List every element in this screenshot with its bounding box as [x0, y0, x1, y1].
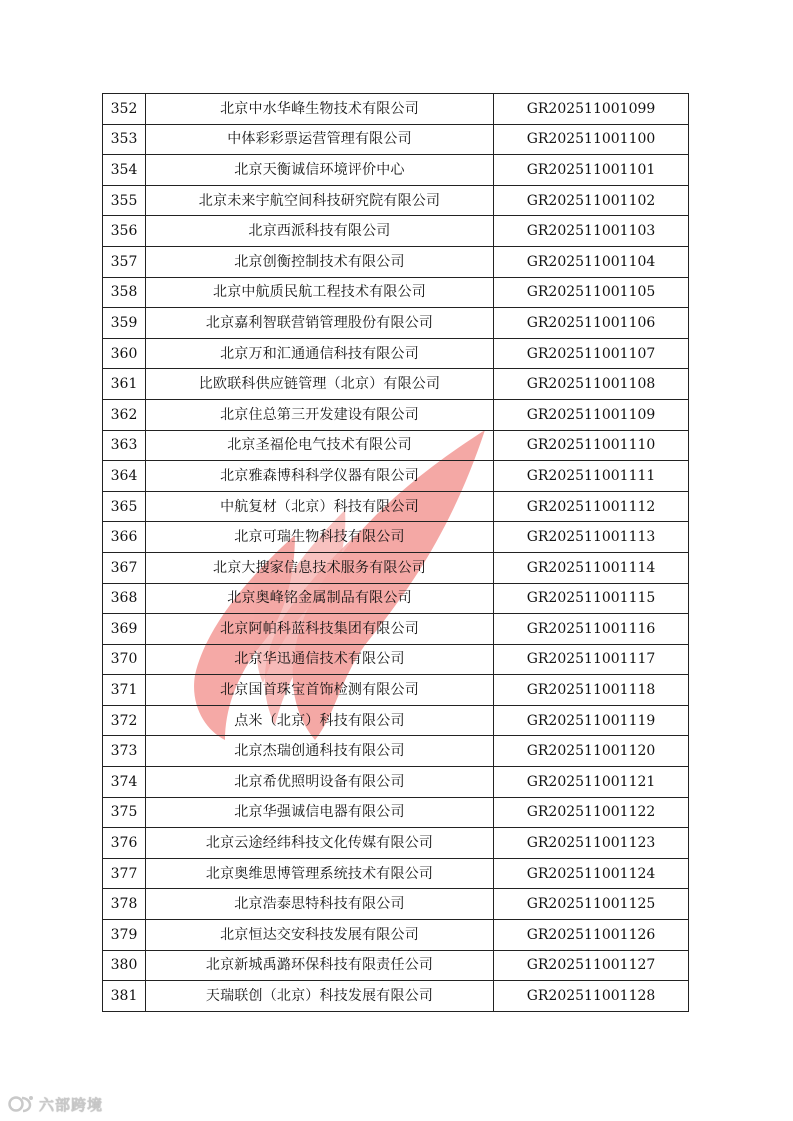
certificate-code: GR202511001120	[494, 736, 689, 767]
company-table	[102, 93, 689, 1012]
certificate-code: GR202511001109	[494, 399, 689, 430]
company-name: 北京奥维思博管理系统技术有限公司	[146, 858, 494, 889]
table-row	[103, 950, 689, 981]
certificate-code: GR202511001125	[494, 889, 689, 920]
company-name: 北京西派科技有限公司	[146, 216, 494, 247]
table-row	[103, 583, 689, 614]
table-row	[103, 216, 689, 247]
table-row	[103, 981, 689, 1012]
row-number: 381	[103, 981, 146, 1012]
certificate-code: GR202511001111	[494, 461, 689, 492]
company-name: 北京中航质民航工程技术有限公司	[146, 277, 494, 308]
table-row	[103, 94, 689, 125]
row-number: 374	[103, 767, 146, 798]
company-name: 北京奥峰铭金属制品有限公司	[146, 583, 494, 614]
row-number: 355	[103, 185, 146, 216]
row-number: 379	[103, 920, 146, 951]
certificate-code: GR202511001127	[494, 950, 689, 981]
table-row	[103, 369, 689, 400]
table-row	[103, 675, 689, 706]
row-number: 359	[103, 308, 146, 339]
company-name: 北京万和汇通通信科技有限公司	[146, 338, 494, 369]
certificate-code: GR202511001116	[494, 614, 689, 645]
certificate-code: GR202511001107	[494, 338, 689, 369]
certificate-code: GR202511001101	[494, 155, 689, 186]
company-name: 北京可瑞生物科技有限公司	[146, 522, 494, 553]
table-row	[103, 155, 689, 186]
row-number: 358	[103, 277, 146, 308]
certificate-code: GR202511001115	[494, 583, 689, 614]
company-name: 北京新城禹潞环保科技有限责任公司	[146, 950, 494, 981]
company-name: 点米（北京）科技有限公司	[146, 705, 494, 736]
row-number: 352	[103, 94, 146, 125]
table-row	[103, 430, 689, 461]
row-number: 366	[103, 522, 146, 553]
row-number: 360	[103, 338, 146, 369]
certificate-code: GR202511001103	[494, 216, 689, 247]
company-name: 北京华迅通信技术有限公司	[146, 644, 494, 675]
company-name: 北京中水华峰生物技术有限公司	[146, 94, 494, 125]
table-row	[103, 522, 689, 553]
table-row	[103, 461, 689, 492]
row-number: 367	[103, 552, 146, 583]
row-number: 354	[103, 155, 146, 186]
table-row	[103, 552, 689, 583]
company-name: 北京住总第三开发建设有限公司	[146, 399, 494, 430]
company-name: 北京希优照明设备有限公司	[146, 767, 494, 798]
table-row	[103, 858, 689, 889]
certificate-code: GR202511001126	[494, 920, 689, 951]
company-name: 北京未来宇航空间科技研究院有限公司	[146, 185, 494, 216]
row-number: 377	[103, 858, 146, 889]
company-name: 北京大搜家信息技术服务有限公司	[146, 552, 494, 583]
company-name: 比欧联科供应链管理（北京）有限公司	[146, 369, 494, 400]
certificate-code: GR202511001108	[494, 369, 689, 400]
row-number: 362	[103, 399, 146, 430]
company-name: 北京创衡控制技术有限公司	[146, 246, 494, 277]
row-number: 380	[103, 950, 146, 981]
company-name: 北京嘉利智联营销管理股份有限公司	[146, 308, 494, 339]
company-name: 天瑞联创（北京）科技发展有限公司	[146, 981, 494, 1012]
row-number: 371	[103, 675, 146, 706]
certificate-code: GR202511001119	[494, 705, 689, 736]
table-row	[103, 124, 689, 155]
certificate-code: GR202511001124	[494, 858, 689, 889]
company-name: 北京国首珠宝首饰检测有限公司	[146, 675, 494, 706]
certificate-code: GR202511001112	[494, 491, 689, 522]
row-number: 364	[103, 461, 146, 492]
company-name: 北京云途经纬科技文化传媒有限公司	[146, 828, 494, 859]
table-row	[103, 767, 689, 798]
table-row	[103, 185, 689, 216]
brand-footer	[8, 1093, 103, 1115]
row-number: 357	[103, 246, 146, 277]
row-number: 378	[103, 889, 146, 920]
table-row	[103, 246, 689, 277]
table-row	[103, 797, 689, 828]
row-number: 356	[103, 216, 146, 247]
certificate-code: GR202511001102	[494, 185, 689, 216]
table-row	[103, 614, 689, 645]
certificate-code: GR202511001114	[494, 552, 689, 583]
row-number: 361	[103, 369, 146, 400]
certificate-code: GR202511001123	[494, 828, 689, 859]
row-number: 376	[103, 828, 146, 859]
row-number: 365	[103, 491, 146, 522]
brand-logo-icon	[8, 1094, 34, 1114]
company-name: 北京恒达交安科技发展有限公司	[146, 920, 494, 951]
certificate-code: GR202511001122	[494, 797, 689, 828]
table-row	[103, 308, 689, 339]
brand-label: 六部跨境	[39, 1095, 104, 1114]
company-name: 北京圣福伦电气技术有限公司	[146, 430, 494, 461]
certificate-code: GR202511001105	[494, 277, 689, 308]
table-row	[103, 736, 689, 767]
row-number: 373	[103, 736, 146, 767]
certificate-code: GR202511001117	[494, 644, 689, 675]
company-name: 北京雅森博科科学仪器有限公司	[146, 461, 494, 492]
certificate-code: GR202511001113	[494, 522, 689, 553]
certificate-code: GR202511001099	[494, 94, 689, 125]
table-row	[103, 338, 689, 369]
certificate-code: GR202511001128	[494, 981, 689, 1012]
certificate-code: GR202511001106	[494, 308, 689, 339]
row-number: 372	[103, 705, 146, 736]
company-name: 北京阿帕科蓝科技集团有限公司	[146, 614, 494, 645]
table-row	[103, 399, 689, 430]
company-name: 中体彩彩票运营管理有限公司	[146, 124, 494, 155]
table-row	[103, 277, 689, 308]
table-row	[103, 705, 689, 736]
table-row	[103, 889, 689, 920]
table-row	[103, 644, 689, 675]
company-name: 北京天衡诚信环境评价中心	[146, 155, 494, 186]
company-name: 北京浩泰思特科技有限公司	[146, 889, 494, 920]
row-number: 375	[103, 797, 146, 828]
certificate-code: GR202511001110	[494, 430, 689, 461]
company-name: 北京杰瑞创通科技有限公司	[146, 736, 494, 767]
table-row	[103, 491, 689, 522]
row-number: 353	[103, 124, 146, 155]
certificate-code: GR202511001100	[494, 124, 689, 155]
certificate-code: GR202511001118	[494, 675, 689, 706]
row-number: 363	[103, 430, 146, 461]
certificate-code: GR202511001104	[494, 246, 689, 277]
row-number: 369	[103, 614, 146, 645]
table-row	[103, 828, 689, 859]
row-number: 370	[103, 644, 146, 675]
table-row	[103, 920, 689, 951]
certificate-code: GR202511001121	[494, 767, 689, 798]
company-name: 北京华强诚信电器有限公司	[146, 797, 494, 828]
row-number: 368	[103, 583, 146, 614]
company-name: 中航复材（北京）科技有限公司	[146, 491, 494, 522]
